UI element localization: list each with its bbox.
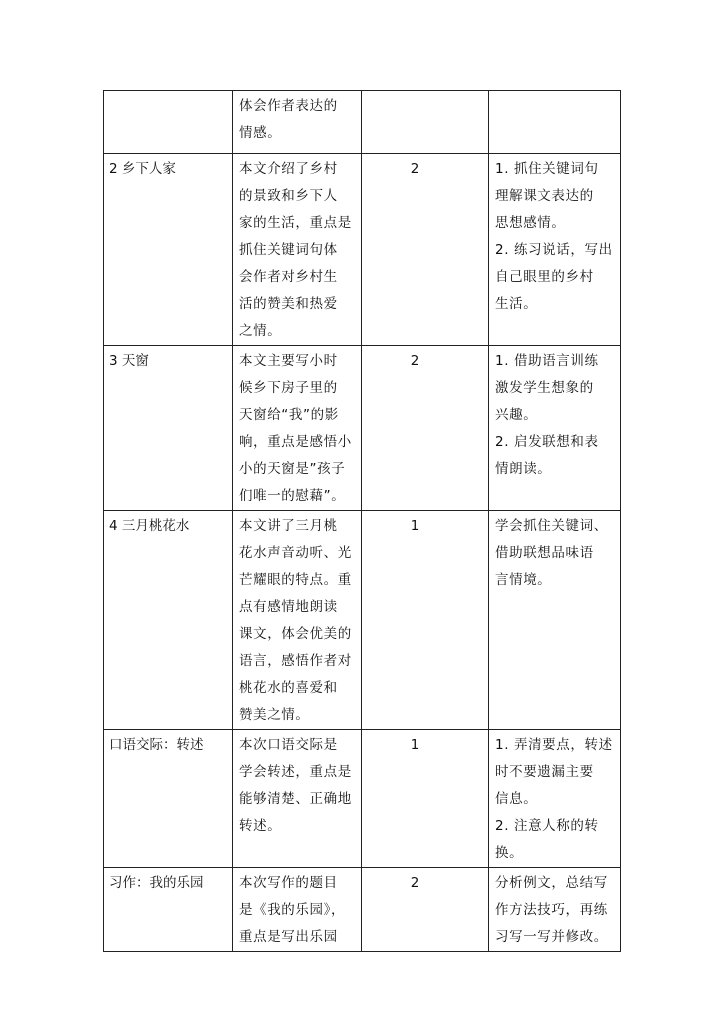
table-row <box>104 346 621 511</box>
lesson-description-cell: 本次写作的题目 是《我的乐园》， 重点是写出乐园 <box>233 868 362 952</box>
lesson-description-cell: 体会作者表达的 情感。 <box>233 91 362 154</box>
lesson-description-cell: 本文介绍了乡村 的景致和乡下人 家的生活，重点是 抓住关键词句体 会作者对乡村生 活的赞美和热爱 之情。 <box>233 154 362 346</box>
lesson-hours-cell: 2 <box>362 868 489 952</box>
lesson-goals-cell: 学会抓住关键词、 借助联想品味语 言情境。 <box>489 511 621 730</box>
lesson-title-cell <box>104 91 233 154</box>
table-row <box>104 91 621 154</box>
lesson-goals-cell <box>489 91 621 154</box>
lesson-title-cell: 习作：我的乐园 <box>104 868 233 952</box>
lesson-title-cell: 2 乡下人家 <box>104 154 233 346</box>
lesson-hours-cell <box>362 91 489 154</box>
lesson-hours-cell: 2 <box>362 346 489 511</box>
lesson-plan-table <box>103 90 621 952</box>
lesson-hours-cell: 2 <box>362 154 489 346</box>
lesson-hours-cell: 1 <box>362 511 489 730</box>
lesson-goals-cell: 1. 借助语言训练 激发学生想象的 兴趣。 2. 启发联想和表 情朗读。 <box>489 346 621 511</box>
lesson-goals-cell: 1. 弄清要点，转述 时不要遗漏主要 信息。 2. 注意人称的转 换。 <box>489 730 621 868</box>
lesson-description-cell: 本次口语交际是 学会转述，重点是 能够清楚、正确地 转述。 <box>233 730 362 868</box>
lesson-goals-cell: 1. 抓住关键词句 理解课文表达的 思想感情。 2. 练习说话，写出 自己眼里的乡村 生活。 <box>489 154 621 346</box>
lesson-title-cell: 4 三月桃花水 <box>104 511 233 730</box>
lesson-title-cell: 口语交际：转述 <box>104 730 233 868</box>
table-row <box>104 730 621 868</box>
lesson-title-cell: 3 天窗 <box>104 346 233 511</box>
lesson-description-cell: 本文讲了三月桃 花水声音动听、光 芒耀眼的特点。重 点有感情地朗读 课文，体会优美的 语言，感悟作者对 桃花水的喜爱和 赞美之情。 <box>233 511 362 730</box>
lesson-goals-cell: 分析例文，总结写 作方法技巧，再练 习写一写并修改。 <box>489 868 621 952</box>
table-row <box>104 511 621 730</box>
table-row <box>104 868 621 952</box>
lesson-hours-cell: 1 <box>362 730 489 868</box>
table-row <box>104 154 621 346</box>
lesson-description-cell: 本文主要写小时 候乡下房子里的 天窗给“我”的影 响，重点是感悟小 小的天窗是”孩子 们唯一的慰藉”。 <box>233 346 362 511</box>
